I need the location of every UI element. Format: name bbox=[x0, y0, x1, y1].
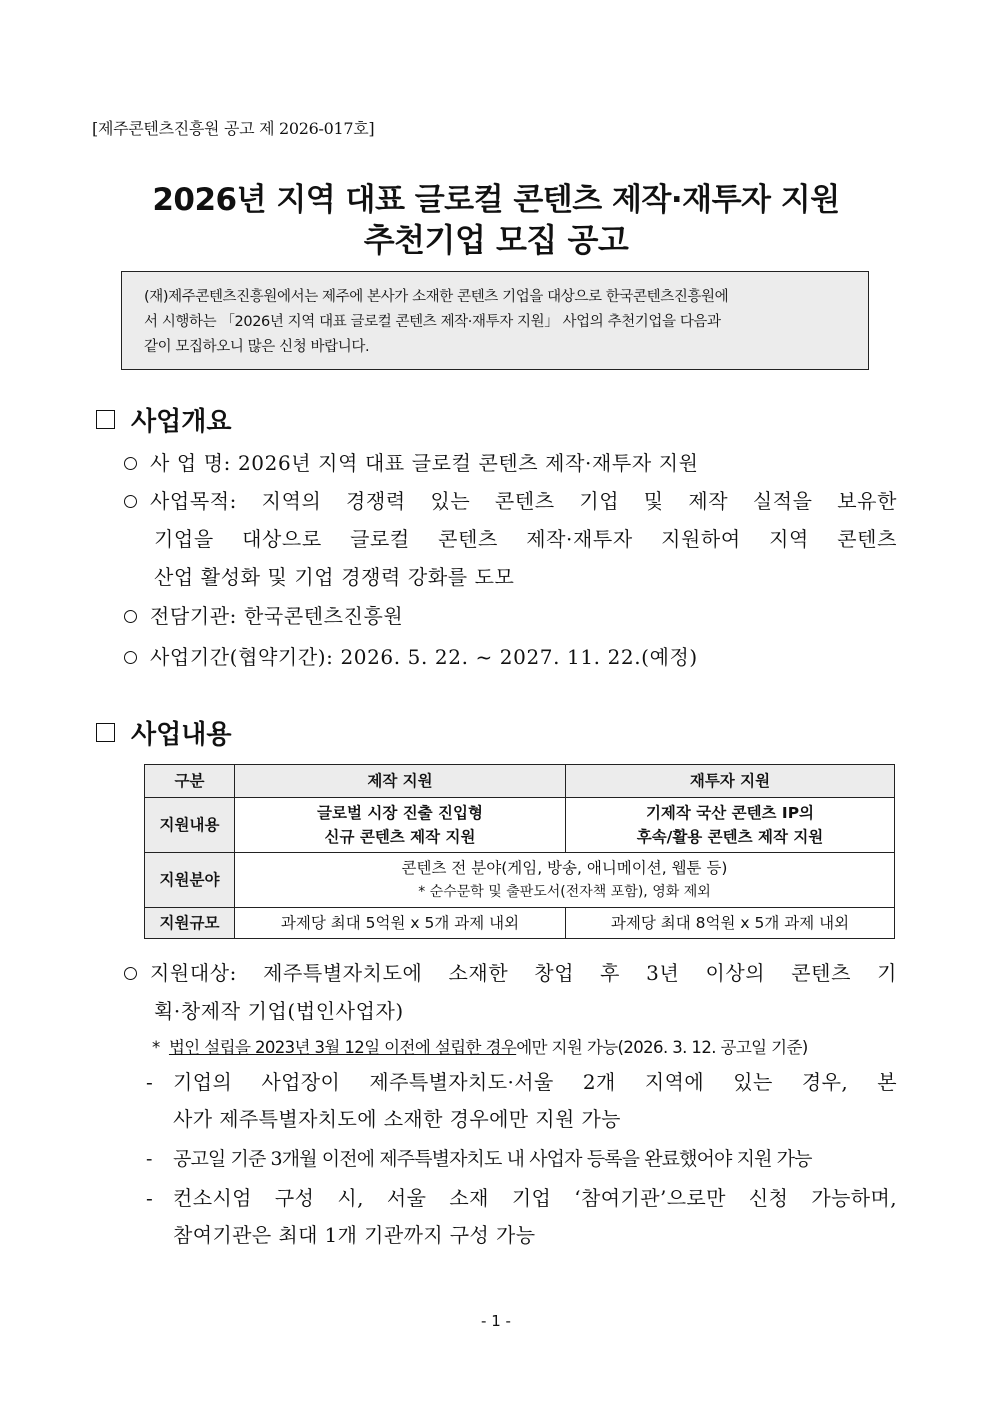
dash-line: 사가 제주특별자치도에 소재한 경우에만 지원 가능 bbox=[173, 1107, 621, 1131]
table-header-row bbox=[145, 765, 895, 798]
table-cell: 과제당 최대 8억원 x 5개 과제 내외 bbox=[566, 908, 895, 939]
table-row bbox=[145, 798, 895, 853]
overview-period-text: 사업기간(협약기간): 2026. 5. 22. ~ 2027. 11. 22.(예정) bbox=[150, 645, 698, 669]
dash-marker: - bbox=[146, 1148, 153, 1170]
dash-line: 참여기관은 최대 1개 기관까지 구성 가능 bbox=[173, 1223, 536, 1247]
overview-item-purpose bbox=[124, 482, 897, 596]
document-title-line1: 2026년 지역 대표 글로컬 콘텐츠 제작·재투자 지원 bbox=[152, 182, 840, 218]
circle-bullet-icon bbox=[124, 610, 137, 623]
overview-purpose-line: 사업목적: 지역의 경쟁력 있는 콘텐츠 기업 및 제작 실적을 보유한 bbox=[150, 489, 897, 513]
overview-agency-text: 전담기관: 한국콘텐츠진흥원 bbox=[150, 604, 404, 628]
dash-line: 컨소시엄 구성 시, 서울 소재 기업 ‘참여기관’으로만 신청 가능하며, bbox=[173, 1186, 897, 1210]
circle-bullet-icon bbox=[124, 495, 137, 508]
overview-item-period bbox=[124, 638, 698, 676]
page-number: - 1 - bbox=[481, 1312, 511, 1330]
table-cell bbox=[235, 798, 566, 853]
dash-line: 공고일 기준 3개월 이전에 제주특별자치도 내 사업자 등록을 완료했어야 지원 가능 bbox=[173, 1148, 812, 1170]
cell-line: 기제작 국산 콘텐츠 IP의 bbox=[645, 804, 815, 822]
target-line: 지원대상: 제주특별자치도에 소재한 창업 후 3년 이상의 콘텐츠 기 bbox=[150, 961, 897, 985]
overview-purpose-line: 기업을 대상으로 글로컬 콘텐츠 제작·재투자 지원하여 지역 콘텐츠 bbox=[154, 527, 897, 551]
table-header-cell: 제작 지원 bbox=[235, 765, 566, 798]
note-line bbox=[152, 1034, 808, 1058]
cell-line: 콘텐츠 전 분야(게임, 방송, 애니메이션, 웹툰 등) bbox=[401, 859, 728, 877]
overview-name-text: 사 업 명: 2026년 지역 대표 글로컬 콘텐츠 제작·재투자 지원 bbox=[150, 451, 699, 475]
circle-bullet-icon bbox=[124, 651, 137, 664]
checkbox-icon bbox=[96, 723, 115, 742]
target-line: 획·창제작 기업(법인사업자) bbox=[154, 999, 404, 1023]
dash-item bbox=[146, 1180, 897, 1254]
cell-line: * 순수문학 및 출판도서(전자책 포함), 영화 제외 bbox=[418, 884, 711, 900]
intro-line: (재)제주콘텐츠진흥원에서는 제주에 본사가 소재한 콘텐츠 기업을 대상으로 한국콘텐츠진흥원에 bbox=[144, 289, 729, 305]
table-row-label: 지원규모 bbox=[145, 908, 235, 939]
intro-box bbox=[121, 271, 869, 370]
business-content-table bbox=[144, 764, 895, 939]
intro-line: 같이 모집하오니 많은 신청 바랍니다. bbox=[144, 339, 370, 355]
dash-marker: - bbox=[146, 1070, 154, 1094]
dash-item bbox=[146, 1064, 897, 1138]
cell-line: 글로벌 시장 진출 진입형 bbox=[317, 804, 483, 822]
section-title: 사업내용 bbox=[131, 720, 232, 750]
table-cell bbox=[235, 853, 895, 908]
note-star: * bbox=[152, 1038, 160, 1057]
table-cell: 과제당 최대 5억원 x 5개 과제 내외 bbox=[235, 908, 566, 939]
dash-line: 기업의 사업장이 제주특별자치도·서울 2개 지역에 있는 경우, 본 bbox=[173, 1070, 897, 1094]
section-title: 사업개요 bbox=[131, 407, 232, 437]
table-row-label: 지원내용 bbox=[145, 798, 235, 853]
note-rest: 에만 지원 가능(2026. 3. 12. 공고일 기준) bbox=[516, 1038, 808, 1057]
table-row bbox=[145, 908, 895, 939]
target-item bbox=[124, 954, 897, 1030]
cell-line: 신규 콘텐츠 제작 지원 bbox=[324, 828, 476, 846]
circle-bullet-icon bbox=[124, 967, 137, 980]
overview-item-agency bbox=[124, 597, 403, 635]
checkbox-icon bbox=[96, 410, 115, 429]
table-header-cell: 재투자 지원 bbox=[566, 765, 895, 798]
circle-bullet-icon bbox=[124, 457, 137, 470]
note-underlined: 법인 설립을 2023년 3월 12일 이전에 설립한 경우 bbox=[168, 1038, 517, 1057]
intro-line: 서 시행하는 「2026년 지역 대표 글로컬 콘텐츠 제작·재투자 지원」 사업의 추천기업을 다음과 bbox=[144, 314, 721, 330]
dash-item bbox=[146, 1141, 897, 1178]
notice-number: [제주콘텐츠진흥원 공고 제 2026-017호] bbox=[92, 119, 375, 138]
dash-marker: - bbox=[146, 1186, 154, 1210]
table-cell bbox=[566, 798, 895, 853]
table-header-cell: 구분 bbox=[145, 765, 235, 798]
document-title-line2: 추천기업 모집 공고 bbox=[363, 221, 629, 259]
overview-item-name bbox=[124, 444, 699, 482]
table-row bbox=[145, 853, 895, 908]
section-heading-content bbox=[96, 714, 231, 751]
cell-line: 후속/활용 콘텐츠 제작 지원 bbox=[636, 828, 824, 846]
section-heading-overview bbox=[96, 401, 231, 438]
overview-purpose-line: 산업 활성화 및 기업 경쟁력 강화를 도모 bbox=[154, 565, 515, 589]
table-row-label: 지원분야 bbox=[145, 853, 235, 908]
